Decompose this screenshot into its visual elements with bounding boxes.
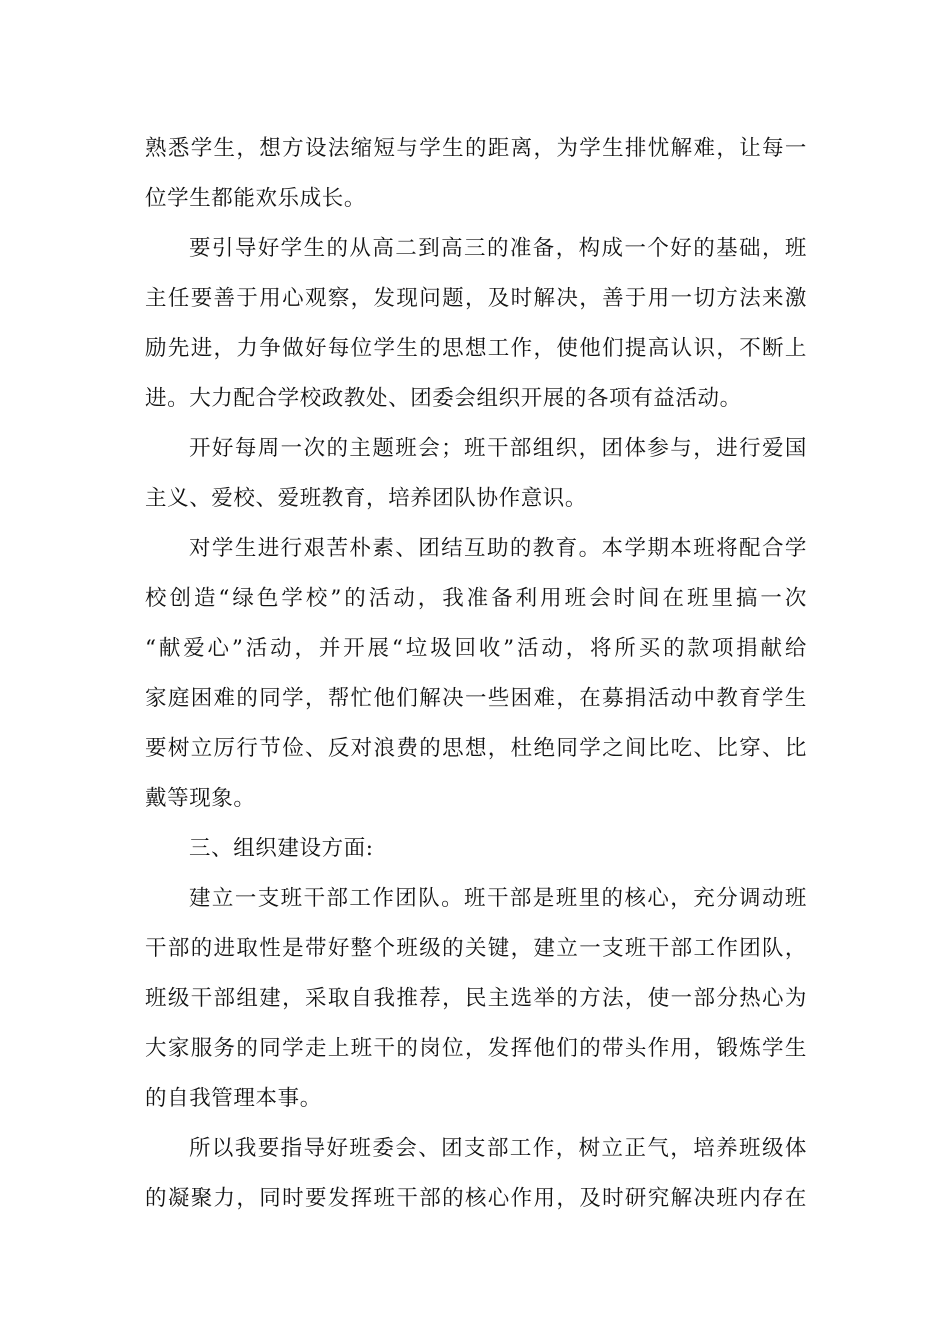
text-line: 进。大力配合学校政教处、团委会组织开展的各项有益活动。	[145, 386, 742, 411]
text-line: 位学生都能欢乐成长。	[145, 186, 367, 211]
text-line: 的自我管理本事。	[145, 1086, 322, 1111]
paragraph-start-line: 要引导好学生的从高二到高三的准备，构成一个好的基础，班	[189, 236, 807, 261]
text-line: 熟悉学生，想方设法缩短与学生的距离，为学生排忧解难，让每一	[145, 136, 807, 161]
text-line: 要树立厉行节俭、反对浪费的思想，杜绝同学之间比吃、比穿、比	[145, 736, 807, 761]
text-line: 戴等现象。	[145, 786, 256, 811]
text-line: “献爱心”活动，并开展“垃圾回收”活动，将所买的款项捐献给	[145, 636, 807, 661]
text-line: 主任要善于用心观察，发现问题，及时解决，善于用一切方法来激	[145, 286, 807, 311]
text-line: 的凝聚力，同时要发挥班干部的核心作用，及时研究解决班内存在	[145, 1186, 807, 1211]
body-text	[145, 124, 807, 1224]
text-line: 干部的进取性是带好整个班级的关键，建立一支班干部工作团队，	[145, 936, 807, 961]
section-heading: 三、组织建设方面:	[189, 836, 374, 861]
text-line: 大家服务的同学走上班干的岗位，发挥他们的带头作用，锻炼学生	[145, 1036, 807, 1061]
text-line: 校创造“绿色学校”的活动，我准备利用班会时间在班里搞一次	[145, 586, 807, 611]
text-line: 家庭困难的同学，帮忙他们解决一些困难，在募捐活动中教育学生	[145, 686, 807, 711]
text-line: 班级干部组建，采取自我推荐，民主选举的方法，使一部分热心为	[145, 986, 807, 1011]
text-line: 主义、爱校、爱班教育，培养团队协作意识。	[145, 486, 588, 511]
paragraph-start-line: 开好每周一次的主题班会；班干部组织，团体参与，进行爱国	[189, 436, 807, 461]
text-line: 励先进，力争做好每位学生的思想工作，使他们提高认识，不断上	[145, 336, 807, 361]
paragraph-start-line: 建立一支班干部工作团队。班干部是班里的核心，充分调动班	[189, 886, 807, 911]
paragraph-start-line: 所以我要指导好班委会、团支部工作，树立正气，培养班级体	[189, 1136, 807, 1161]
paragraph-start-line: 对学生进行艰苦朴素、团结互助的教育。本学期本班将配合学	[189, 536, 807, 561]
